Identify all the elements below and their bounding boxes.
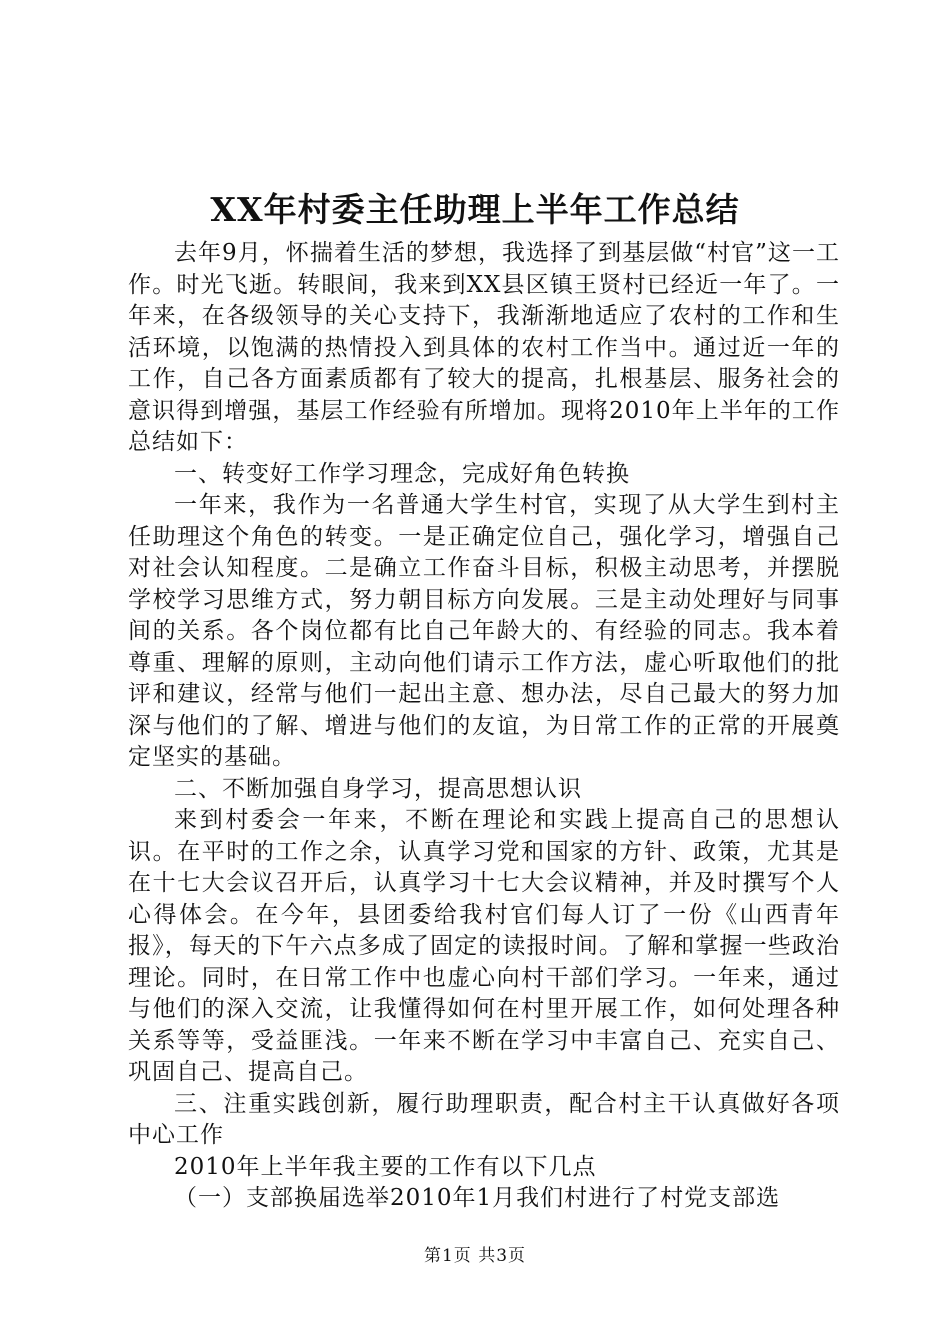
section-heading-3: 三、注重实践创新，履行助理职责，配合村主干认真做好各项中心工作 — [128, 1090, 840, 1148]
section-heading-1: 一、转变好工作学习理念，完成好角色转换 — [174, 460, 630, 487]
paragraph-section-2: 来到村委会一年来，不断在理论和实践上提高自己的思想认识。在平时的工作之余，认真学习党和国家的方针、政策，尤其是在十七大会议召开后，认真学习十七大会议精神，并及时撰写个人心得体会。在今年，县团委给我村官们每人订了一份《山西青年报》，每天的下午六点多成了固定的读报时间。了解和掌握一些政治理论。同时，在日常工作中也虚心向村干部们学习。一年来，通过与他们的深入交流，让我懂得如何在村里开展工作，如何处理各种关系等等，受益匪浅。一年来不断在学习中丰富自己、充实自己、巩固自己、提高自己。 — [128, 807, 840, 1085]
document-body — [128, 238, 840, 1215]
document-title: XX年村委主任助理上半年工作总结 — [210, 190, 740, 229]
paragraph-intro: 去年9月，怀揣着生活的梦想，我选择了到基层做“村官”这一工作。时光飞逝。转眼间，我来到XX县区镇王贤村已经近一年了。一年来，在各级领导的关心支持下，我渐渐地适应了农村的工作和生活环境，以饱满的热情投入到具体的农村工作当中。通过近一年的工作，自己各方面素质都有了较大的提高，扎根基层、服务社会的意识得到增强，基层工作经验有所增加。现将2010年上半年的工作总结如下： — [128, 240, 840, 455]
section-heading-2: 二、不断加强自身学习，提高思想认识 — [174, 775, 582, 802]
paragraph-section-1: 一年来，我作为一名普通大学生村官，实现了从大学生到村主任助理这个角色的转变。一是正确定位自己，强化学习，增强自己对社会认知程度。二是确立工作奋斗目标，积极主动思考，并摆脱学校学习思维方式，努力朝目标方向发展。三是主动处理好与同事间的关系。各个岗位都有比自己年龄大的、有经验的同志。我本着尊重、理解的原则，主动向他们请示工作方法，虚心听取他们的批评和建议，经常与他们一起出主意、想办法，尽自己最大的努力加深与他们的了解、增进与他们的友谊，为日常工作的正常的开展奠定坚实的基础。 — [128, 492, 840, 770]
page-footer: 第1页 共3页 — [423, 1246, 527, 1266]
paragraph-subsection-1: （一）支部换届选举2010年1月我们村进行了村党支部选 — [174, 1185, 781, 1211]
paragraph-section-3-intro: 2010年上半年我主要的工作有以下几点 — [174, 1153, 597, 1180]
